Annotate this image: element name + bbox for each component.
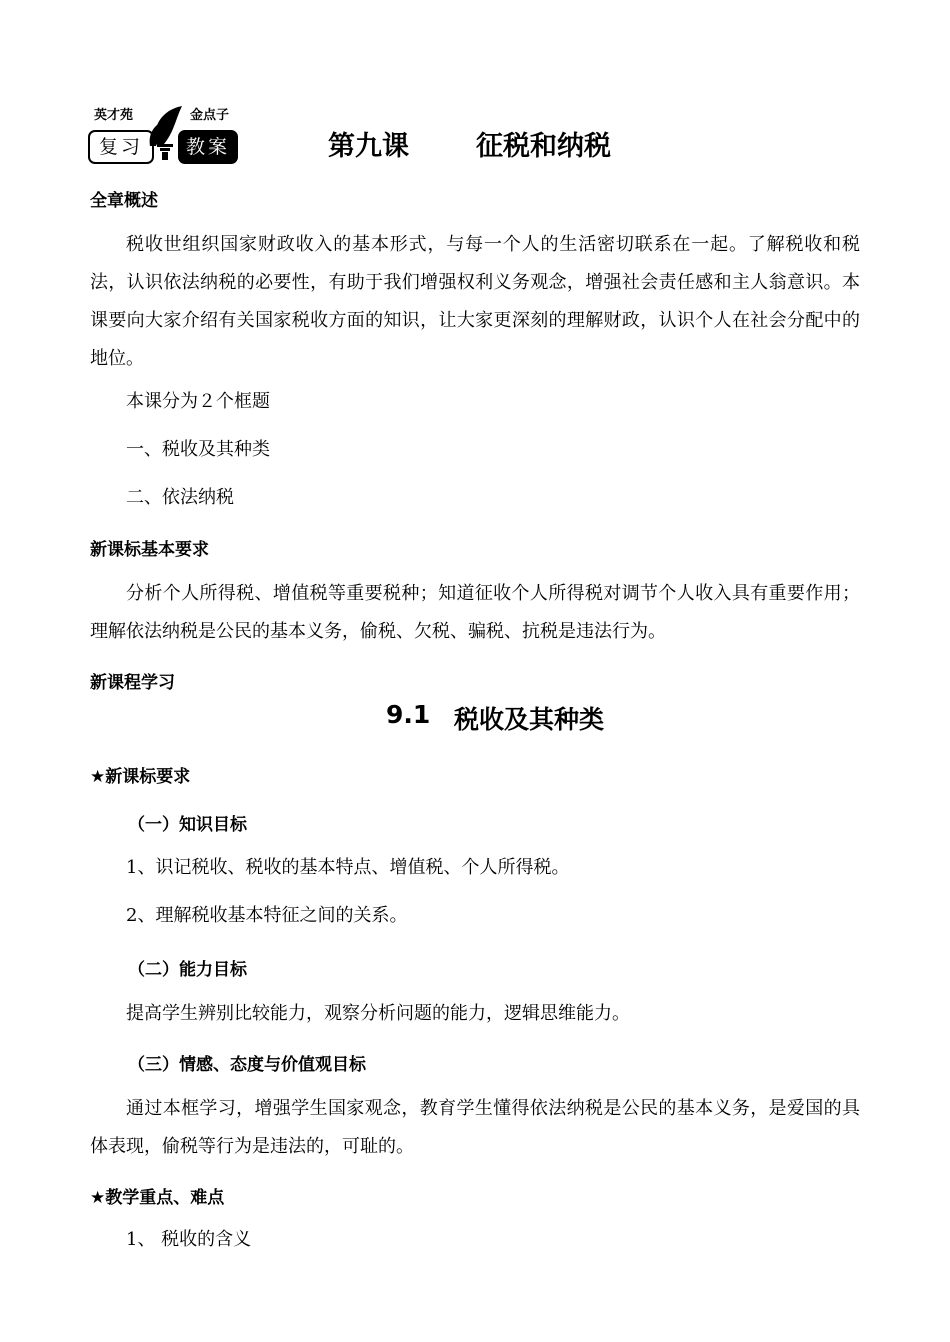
logo-left-box	[88, 130, 154, 164]
key-point-item-1: 1、 税收的含义	[126, 1229, 252, 1250]
ability-heading: （二）能力目标	[128, 960, 247, 980]
lesson-number: 第九课	[328, 131, 409, 162]
study-heading: 新课程学习	[90, 673, 175, 693]
knowledge-item-1: 1、识记税收、税收的基本特点、增值税、个人所得税。	[126, 857, 570, 878]
overview-paragraph: 税收世组织国家财政收入的基本形式，与每一个人的生活密切联系在一起。了解税收和税法，认识依法纳税的必要性，有助于我们增强权利义务观念，增强社会责任感和主人翁意识。本课要向大家介绍有关国家税收方面的知识，让大家更深刻的理解财政，认识个人在社会分配中的地位。	[90, 234, 860, 369]
logo	[88, 104, 240, 166]
frame-item-2: 二、依法纳税	[126, 487, 234, 508]
logo-left-text: 英才苑	[94, 108, 134, 123]
requirements-paragraph: 分析个人所得税、增值税等重要税种；知道征收个人所得税对调节个人收入具有重要作用；理解依法纳税是公民的基本义务，偷税、欠税、骗税、抗税是违法行为。	[90, 583, 860, 642]
knowledge-heading: （一）知识目标	[128, 815, 247, 835]
subsection-name: 税收及其种类	[454, 705, 605, 734]
knowledge-item-2: 2、理解税收基本特征之间的关系。	[126, 905, 408, 926]
standards-heading: ★新课标要求	[90, 767, 191, 787]
lesson-name: 征税和纳税	[476, 131, 611, 162]
logo-right-box-text: 教案	[185, 136, 230, 158]
requirements-heading: 新课标基本要求	[90, 540, 209, 560]
subsection-number: 9.1	[386, 700, 431, 729]
emotion-heading: （三）情感、态度与价值观目标	[128, 1055, 366, 1075]
logo-right-text: 金点子	[190, 108, 230, 123]
frame-item-1: 一、税收及其种类	[126, 439, 270, 460]
logo-right-box	[178, 130, 238, 164]
frames-intro: 本课分为２个框题	[126, 391, 270, 412]
ability-text: 提高学生辨别比较能力，观察分析问题的能力，逻辑思维能力。	[126, 1003, 630, 1024]
key-points-heading: ★教学重点、难点	[90, 1188, 225, 1208]
overview-heading: 全章概述	[90, 191, 158, 211]
logo-left-box-text: 复习	[98, 136, 143, 158]
emotion-paragraph: 通过本框学习，增强学生国家观念，教育学生懂得依法纳税是公民的基本义务，是爱国的具体表现，偷税等行为是违法的，可耻的。	[90, 1098, 860, 1157]
